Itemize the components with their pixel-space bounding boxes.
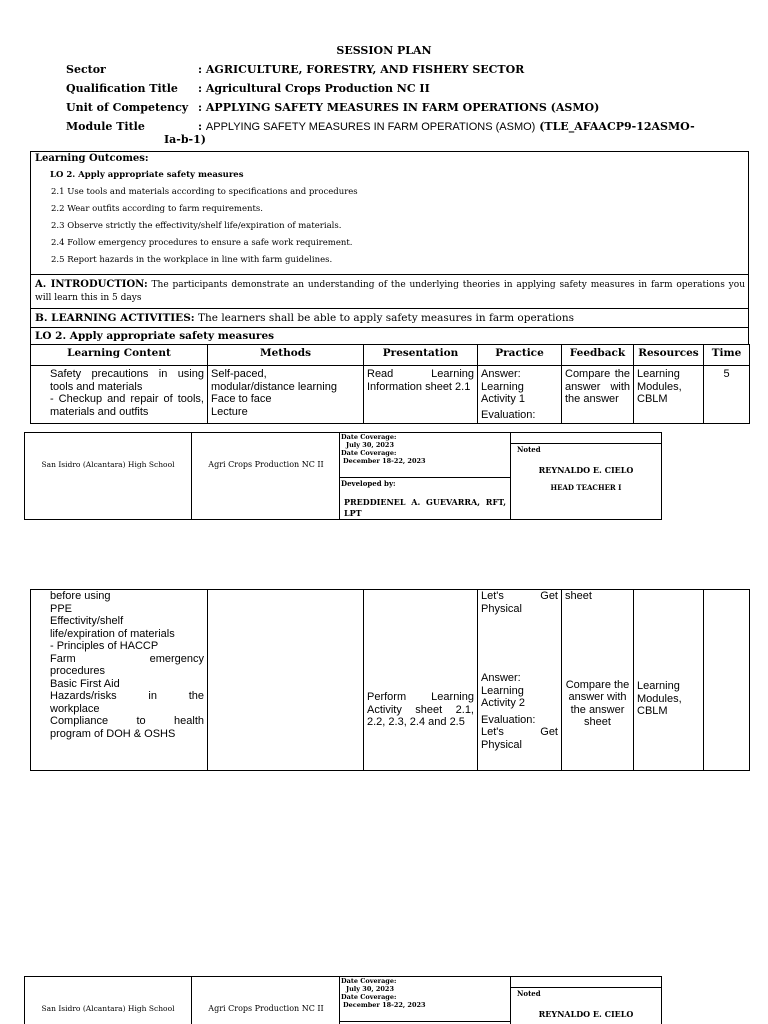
outcomes-lo: LO 2. Apply appropriate safety measures (50, 170, 244, 180)
outcomes-heading: Learning Outcomes: (35, 153, 149, 164)
field-label: Qualification Title (66, 82, 178, 95)
table-header: Feedback (562, 345, 634, 366)
developed-by-label: Developed by: (341, 479, 396, 488)
outcome-item: 2.3 Observe strictly the effectivity/shelf life/expiration of materials. (51, 221, 342, 231)
content-line: before using (50, 590, 111, 602)
table-row (31, 590, 750, 771)
resource-line: Learning (637, 368, 680, 380)
field-qualification (66, 82, 726, 100)
date-coverage-value: December 18-22, 2023 (343, 1001, 426, 1009)
field-label: Sector (66, 63, 106, 76)
introduction-box (30, 274, 749, 309)
page-footer (24, 432, 664, 520)
content-line: Safety precautions in using tools and materials (50, 368, 204, 393)
resource-line: Modules, (637, 380, 682, 393)
field-sector (66, 63, 726, 81)
practice-line: Answer: (481, 368, 521, 380)
practice-line: Activity 2 (481, 697, 526, 709)
time-cell: 5 (704, 366, 750, 424)
table-row (31, 366, 750, 424)
date-coverage-label: Date Coverage: (341, 449, 397, 457)
footer-course: Agri Crops Production NC II (208, 1004, 324, 1013)
content-line: Farm emergency (50, 652, 204, 665)
method-line: Face to face (211, 393, 272, 405)
table-header: Practice (478, 345, 562, 366)
activities-text: The learners shall be able to apply safety measures in farm operations (198, 312, 575, 324)
activities-box (30, 308, 749, 328)
outcome-item: 2.1 Use tools and materials according to specifications and procedures (51, 187, 358, 197)
intro-text: The participants demonstrate an understanding of the underlying theories in applying safety measures in farm operations you will learn this in 5 days (35, 280, 745, 303)
content-line: Effectivity/shelf (50, 615, 124, 627)
lo-row (30, 327, 749, 345)
intro-label: A. INTRODUCTION: (35, 279, 148, 290)
field-prefix: : (198, 120, 206, 133)
date-coverage-label: Date Coverage: (341, 433, 397, 441)
table-header: Resources (634, 345, 704, 366)
practice-line: Answer: (481, 672, 521, 684)
practice-line: Physical (481, 738, 522, 751)
page-title: SESSION PLAN (336, 44, 432, 57)
practice-line: Learning (481, 684, 524, 697)
head-teacher-name: REYNALDO E. CIELO (538, 465, 634, 475)
noted-label: Noted (517, 445, 541, 454)
session-table (30, 344, 750, 424)
content-line: - Principles of HACCP (50, 640, 159, 652)
presentation-cell: Read Learning Information sheet 2.1 (364, 366, 478, 424)
field-value: : AGRICULTURE, FORESTRY, AND FISHERY SECTOR (198, 63, 525, 76)
outcome-item: 2.4 Follow emergency procedures to ensure a safe work requirement. (51, 238, 353, 248)
field-value: : APPLYING SAFETY MEASURES IN FARM OPERATIONS (ASMO) (198, 101, 600, 114)
content-line: workplace (50, 702, 100, 715)
outcome-item: 2.2 Wear outfits according to farm requirements. (51, 204, 263, 214)
table-header-row (31, 345, 750, 366)
practice-line: Evaluation: (481, 713, 536, 726)
content-line: life/expiration of materials (50, 627, 175, 640)
practice-line: Evaluation: (481, 408, 536, 421)
method-line: Self-paced, (211, 368, 267, 380)
practice-line: Let's Get (481, 726, 558, 738)
head-teacher-name: REYNALDO E. CIELO (538, 1009, 634, 1019)
resource-line: Learning (637, 680, 680, 692)
date-coverage-value: July 30, 2023 (346, 441, 394, 449)
method-line: Lecture (211, 405, 248, 418)
module-code-cont: Ia-b-1) (164, 133, 206, 146)
module-title: APPLYING SAFETY MEASURES IN FARM OPERATIONS (ASMO) (205, 121, 536, 133)
table-header: Presentation (364, 345, 478, 366)
table-header: Learning Content (31, 345, 208, 366)
table-header: Time (704, 345, 750, 366)
content-line: - Checkup and repair of tools, materials and outfits (50, 393, 204, 418)
date-coverage-label: Date Coverage: (341, 993, 397, 1001)
date-coverage-label: Date Coverage: (341, 977, 397, 985)
outcome-item: 2.5 Report hazards in the workplace in line with farm guidelines. (51, 255, 333, 265)
resource-line: CBLM (637, 393, 668, 405)
practice-top: Let's Get Physical (481, 590, 558, 615)
module-code: (TLE_AFAACP9-12ASMO- (539, 120, 695, 133)
resource-line: Modules, (637, 692, 682, 705)
lo-row-text: LO 2. Apply appropriate safety measures (35, 330, 275, 342)
feedback-top: sheet (565, 590, 592, 602)
page-footer (24, 976, 664, 1024)
table-header: Methods (208, 345, 364, 366)
content-line: program of DOH & OSHS (50, 727, 176, 740)
presentation-cell: Perform Learning Activity sheet 2.1, 2.2, 2.3, 2.4 and 2.5 (364, 590, 478, 771)
content-line: Hazards/risks in the (50, 690, 204, 702)
footer-school: San Isidro (Alcantara) High School (41, 460, 175, 469)
content-line: PPE (50, 602, 73, 615)
head-teacher-title: HEAD TEACHER I (550, 483, 622, 492)
practice-line: Learning (481, 380, 524, 393)
field-value: : Agricultural Crops Production NC II (198, 82, 430, 95)
field-unit (66, 101, 726, 119)
feedback-cell: Compare the answer with the answer (562, 366, 634, 424)
developer-name: PREDDIENEL A. GUEVARRA, RFT, LPT (344, 497, 506, 518)
noted-label: Noted (517, 989, 541, 998)
footer-school: San Isidro (Alcantara) High School (41, 1004, 175, 1013)
date-coverage-value: December 18-22, 2023 (343, 457, 426, 465)
content-line: Basic First Aid (50, 677, 120, 690)
field-label: Module Title (66, 120, 145, 133)
method-line: modular/distance learning (211, 380, 337, 393)
content-line: procedures (50, 665, 106, 677)
footer-course: Agri Crops Production NC II (208, 460, 324, 469)
feedback-cell: Compare the answer with the answer sheet (565, 678, 630, 728)
session-table-continued (30, 589, 750, 771)
activities-label: B. LEARNING ACTIVITIES: (35, 312, 195, 324)
date-coverage-value: July 30, 2023 (346, 985, 394, 993)
field-label: Unit of Competency (66, 101, 189, 114)
practice-line: Activity 1 (481, 393, 526, 405)
learning-outcomes-box (30, 151, 749, 275)
resource-line: CBLM (637, 705, 668, 717)
content-line: Compliance to health (50, 715, 204, 727)
